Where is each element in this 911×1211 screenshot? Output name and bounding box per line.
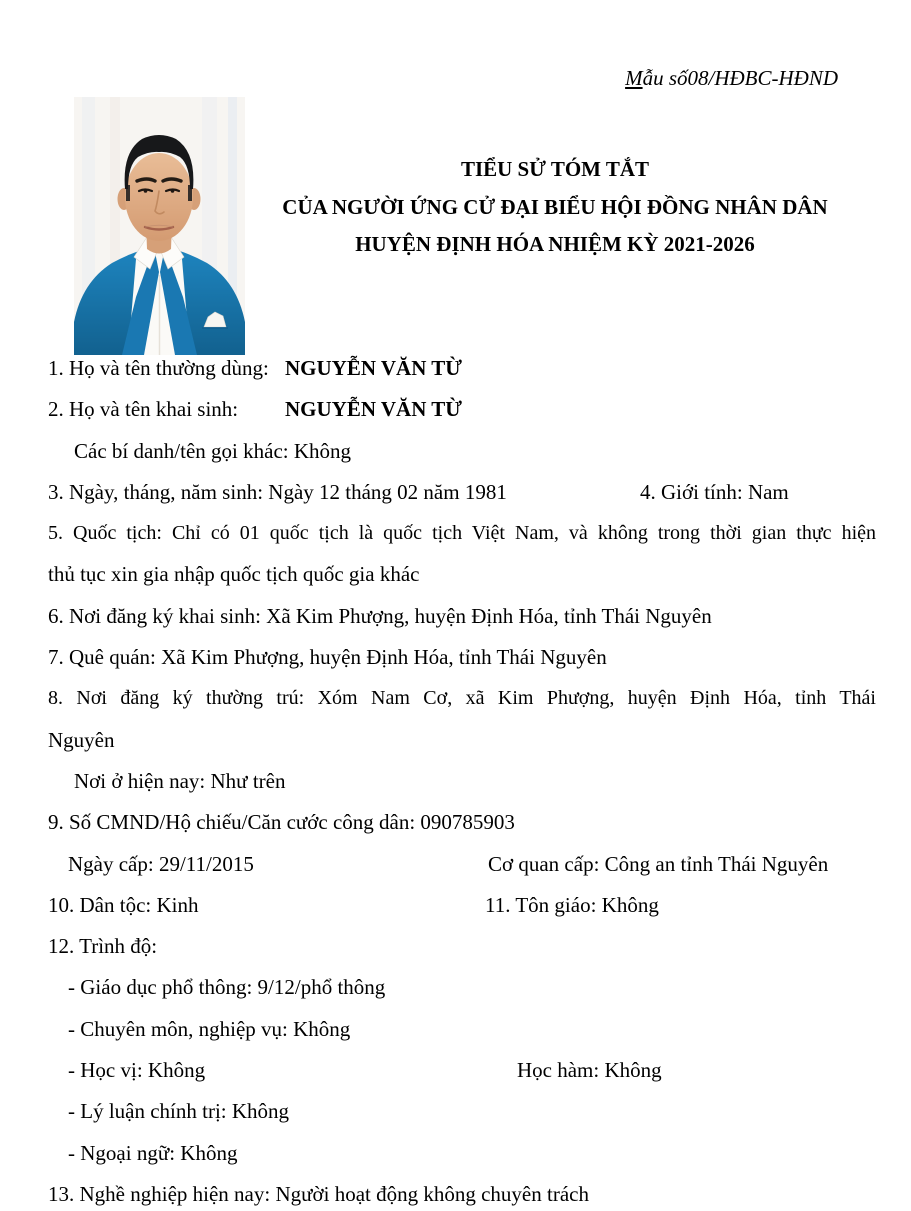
field-current-residence: Nơi ở hiện nay: Như trên — [74, 768, 286, 793]
biography-fields — [48, 348, 876, 1211]
candidate-portrait-illustration — [74, 97, 245, 355]
field-common-name-label: 1. Họ và tên thường dùng: — [48, 356, 269, 380]
field-nationality-line1: 5. Quốc tịch: Chỉ có 01 quốc tịch là quốc tịch Việt Nam, và không trong thời gian thực hiện — [48, 522, 876, 545]
field-ethnicity-religion — [48, 885, 876, 926]
field-id-issue-org: Cơ quan cấp: Công an tỉnh Thái Nguyên — [488, 851, 829, 876]
field-birth-date: 3. Ngày, tháng, năm sinh: Ngày 12 tháng 02 năm 1981 — [48, 479, 507, 504]
field-edu-general: - Giáo dục phổ thông: 9/12/phổ thông — [68, 975, 386, 1000]
field-residence-line1: 8. Nơi đăng ký thường trú: Xóm Nam Cơ, xã Kim Phượng, huyện Định Hóa, tỉnh Thái — [48, 687, 876, 710]
form-code-rest: ẫu số08/HĐBC-HĐND — [642, 66, 838, 90]
title-line-3: HUYỆN ĐỊNH HÓA NHIỆM KỲ 2021-2026 — [355, 232, 755, 256]
field-edu-political: - Lý luận chính trị: Không — [68, 1099, 290, 1124]
field-birth-place: 6. Nơi đăng ký khai sinh: Xã Kim Phượng, huyện Định Hóa, tỉnh Thái Nguyên — [48, 603, 712, 628]
form-code-underlined-part: M — [625, 66, 643, 90]
field-occupation: 13. Nghề nghiệp hiện nay: Người hoạt động không chuyên trách — [48, 1181, 589, 1206]
field-birth-name-value: NGUYỄN VĂN TỪ — [285, 397, 462, 422]
field-birth-name — [48, 389, 876, 430]
form-code — [625, 64, 838, 92]
title-line-2: CỦA NGƯỜI ỨNG CỬ ĐẠI BIỂU HỘI ĐỒNG NHÂN DÂN — [282, 194, 828, 219]
field-common-name — [48, 348, 876, 389]
field-common-name-value: NGUYỄN VĂN TỪ — [285, 356, 462, 380]
field-id-number: 9. Số CMND/Hộ chiếu/Căn cước công dân: 090785903 — [48, 810, 515, 835]
field-id-issue — [48, 844, 876, 885]
field-aliases: Các bí danh/tên gọi khác: Không — [74, 438, 352, 463]
field-edu-degree-title — [48, 1050, 876, 1091]
candidate-photo — [74, 97, 245, 355]
field-residence-line2: Nguyên — [48, 727, 115, 752]
field-ethnicity: 10. Dân tộc: Kinh — [48, 892, 199, 917]
field-edu-professional: - Chuyên môn, nghiệp vụ: Không — [68, 1016, 351, 1041]
field-birth-name-label: 2. Họ và tên khai sinh: — [48, 397, 239, 422]
field-id-issue-date: Ngày cấp: 29/11/2015 — [68, 851, 254, 876]
field-hometown: 7. Quê quán: Xã Kim Phượng, huyện Định Hóa, tỉnh Thái Nguyên — [48, 645, 607, 670]
field-birth-date-gender — [48, 472, 876, 513]
field-edu-language: - Ngoại ngữ: Không — [68, 1140, 238, 1165]
field-nationality-line2: thủ tục xin gia nhập quốc tịch quốc gia khác — [48, 562, 420, 587]
field-edu-title: Học hàm: Không — [517, 1058, 662, 1083]
field-education-header: 12. Trình độ: — [48, 934, 158, 959]
field-edu-degree: - Học vị: Không — [68, 1058, 206, 1083]
field-religion: 11. Tôn giáo: Không — [485, 892, 659, 917]
document-title — [230, 151, 880, 264]
title-line-1: TIỂU SỬ TÓM TẮT — [460, 157, 650, 181]
field-gender: 4. Giới tính: Nam — [640, 479, 789, 504]
